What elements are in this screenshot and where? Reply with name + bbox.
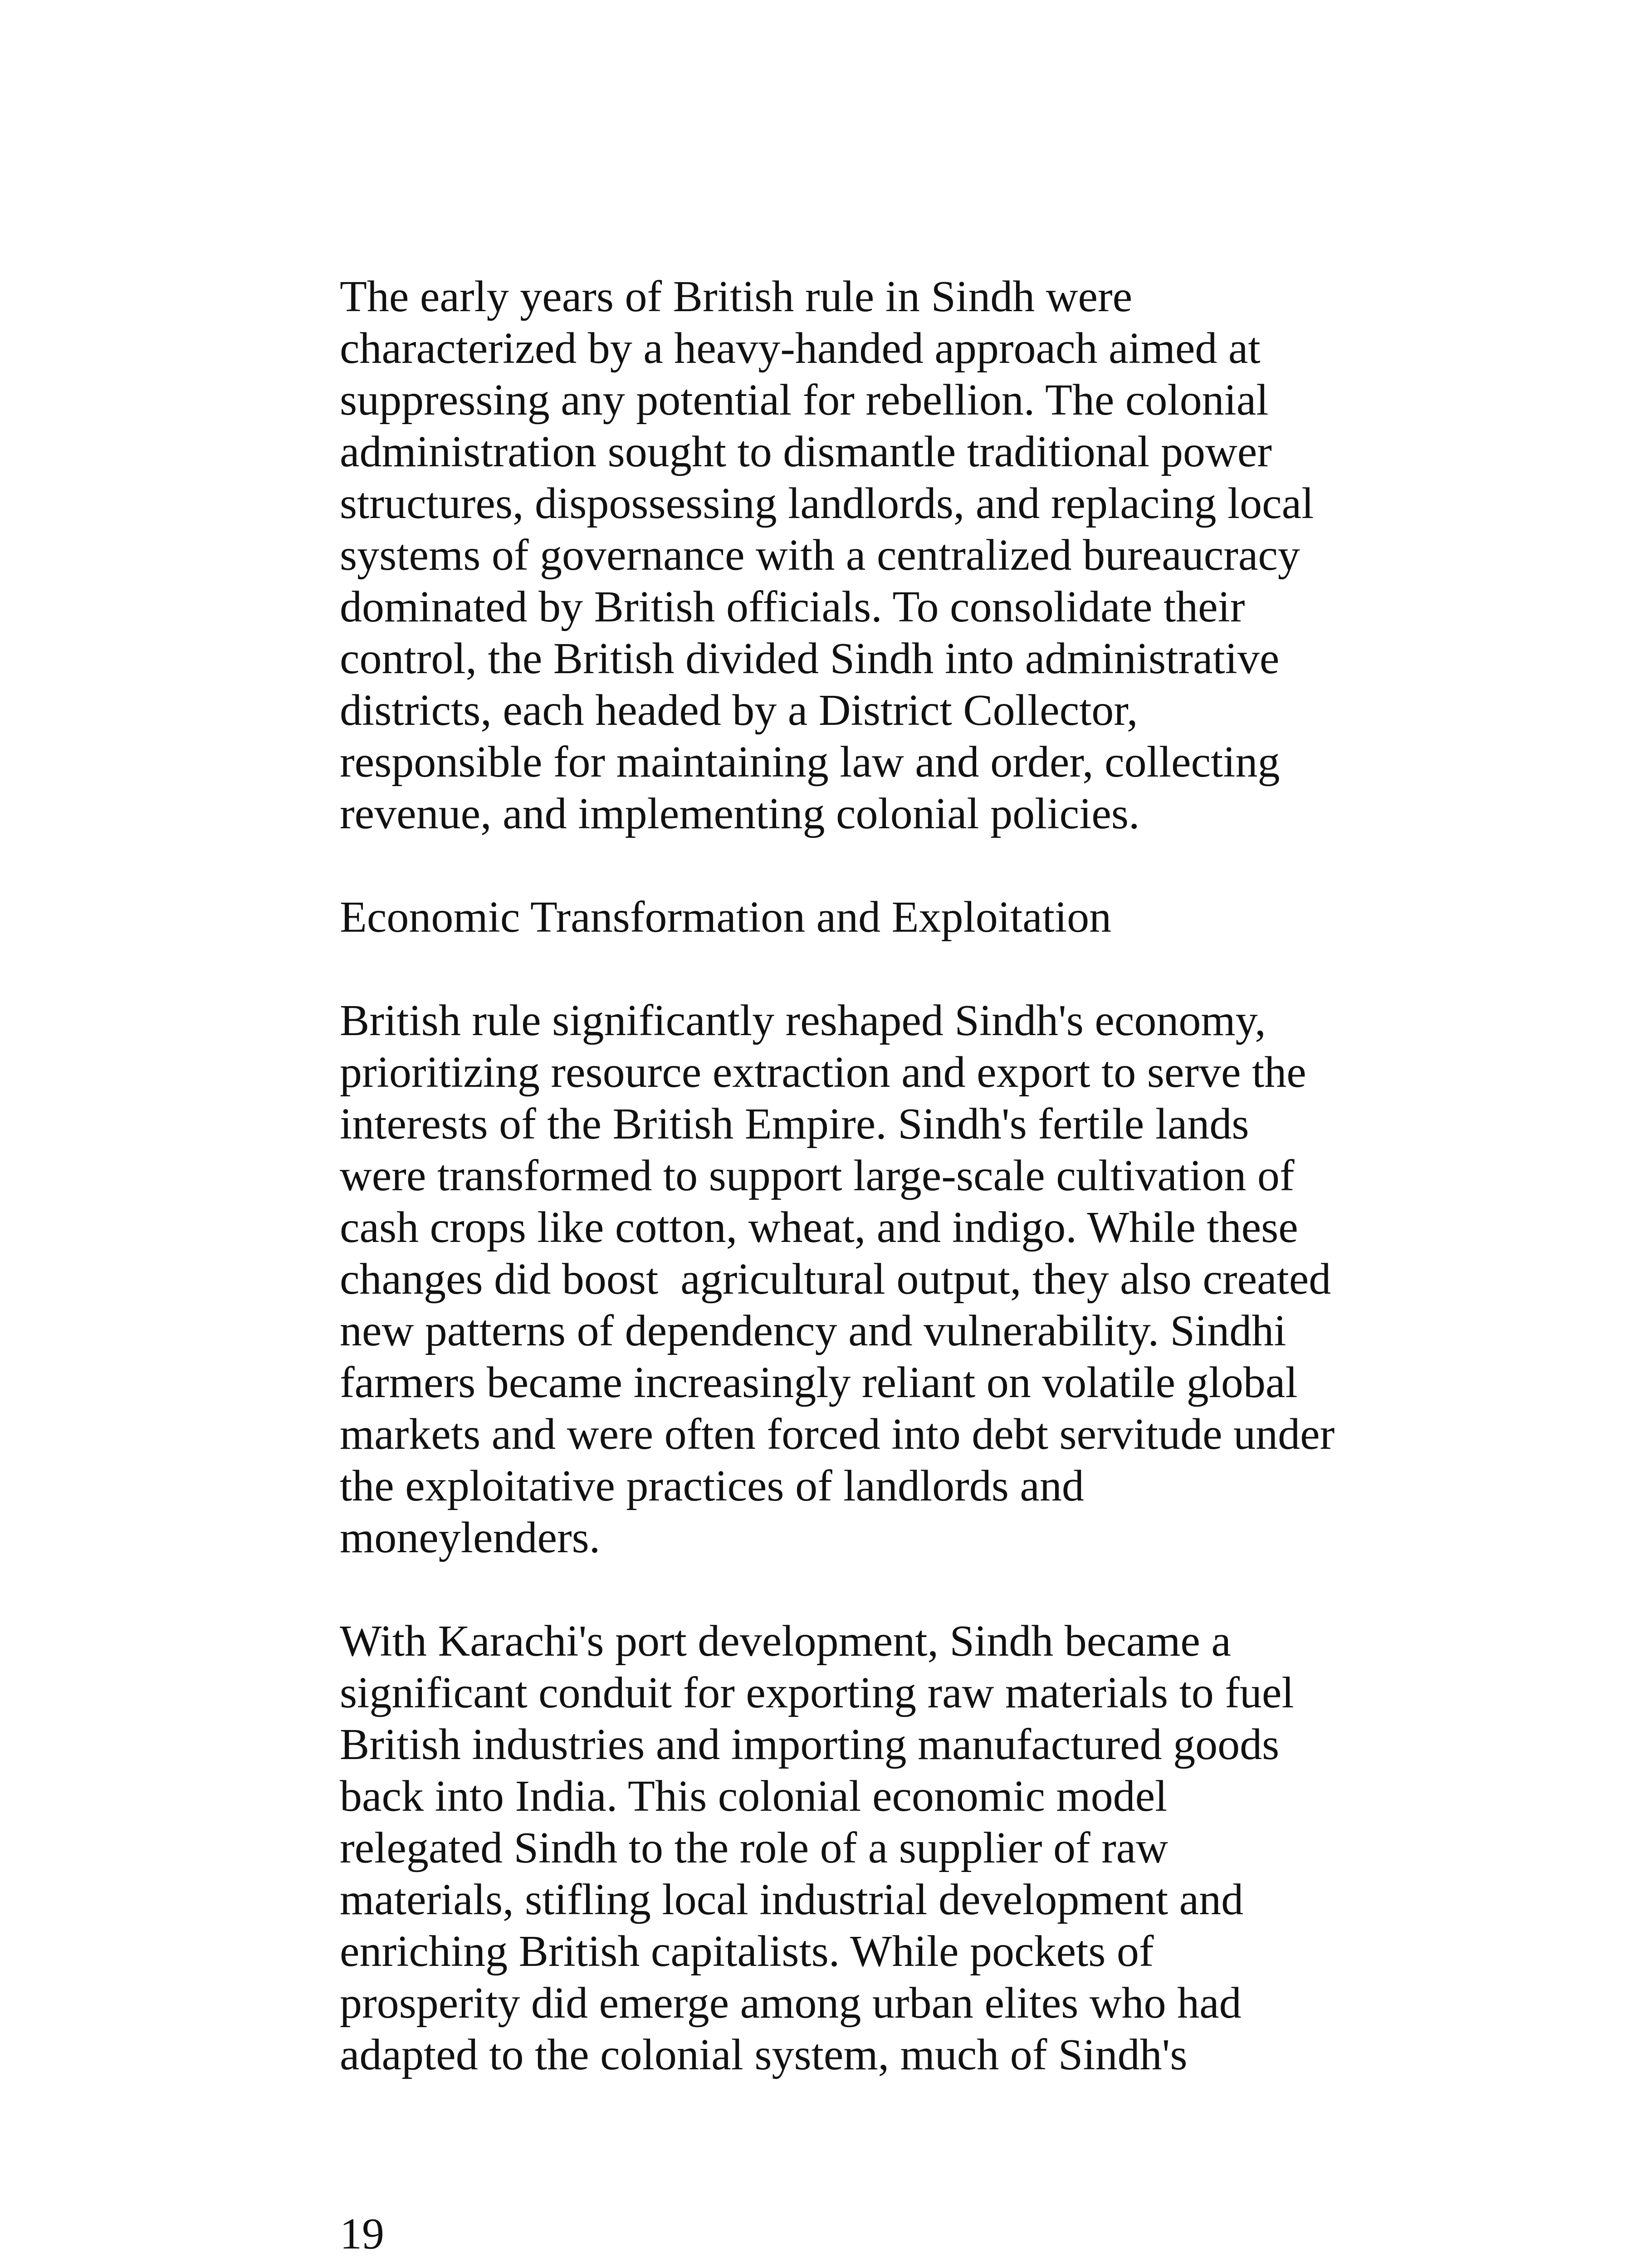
text-line: systems of governance with a centralized bureaucracy xyxy=(340,531,1300,580)
page-body xyxy=(340,271,1419,2081)
paragraph-gap xyxy=(340,943,1419,995)
page-number: 19 xyxy=(340,2209,384,2258)
text-line: administration sought to dismantle traditional power xyxy=(340,427,1272,476)
text-line: cash crops like cotton, wheat, and indigo. While these xyxy=(340,1203,1298,1252)
text-line: responsible for maintaining law and order, collecting xyxy=(340,738,1280,787)
text-line: control, the British divided Sindh into administrative xyxy=(340,634,1280,683)
text-line: structures, dispossessing landlords, and replacing local xyxy=(340,479,1314,528)
text-line: British industries and importing manufactured goods xyxy=(340,1720,1280,1769)
text-line: prioritizing resource extraction and export to serve the xyxy=(340,1048,1306,1097)
paragraph-1 xyxy=(340,271,1419,840)
paragraph-gap xyxy=(340,840,1419,891)
text-line: adapted to the colonial system, much of Sindh's xyxy=(340,2030,1188,2079)
text-line: districts, each headed by a District Collector, xyxy=(340,686,1138,735)
text-line: moneylenders. xyxy=(340,1513,601,1562)
text-line: enriching British capitalists. While pockets of xyxy=(340,1927,1154,1976)
text-line: prosperity did emerge among urban elites who had xyxy=(340,1979,1242,2028)
paragraph-2 xyxy=(340,995,1419,1564)
text-line: back into India. This colonial economic model xyxy=(340,1772,1168,1821)
paragraph-gap xyxy=(340,1564,1419,1615)
text-line: British rule significantly reshaped Sindh's economy, xyxy=(340,996,1266,1045)
text-line: significant conduit for exporting raw materials to fuel xyxy=(340,1668,1294,1717)
text-line: changes did boost agricultural output, they also created xyxy=(340,1255,1331,1304)
text-line: interests of the British Empire. Sindh's fertile lands xyxy=(340,1100,1249,1149)
text-line: dominated by British officials. To consolidate their xyxy=(340,582,1245,631)
text-line: The early years of British rule in Sindh were xyxy=(340,272,1133,321)
section-heading: Economic Transformation and Exploitation xyxy=(340,893,1112,942)
text-line: farmers became increasingly reliant on volatile global xyxy=(340,1358,1298,1407)
text-line: relegated Sindh to the role of a supplier of raw xyxy=(340,1823,1169,1872)
text-line: materials, stifling local industrial development and xyxy=(340,1875,1244,1924)
text-line: the exploitative practices of landlords and xyxy=(340,1461,1084,1510)
text-line: With Karachi's port development, Sindh became a xyxy=(340,1617,1231,1666)
text-line: characterized by a heavy-handed approach aimed at xyxy=(340,324,1261,373)
paragraph-3 xyxy=(340,1615,1419,2081)
text-line: revenue, and implementing colonial policies. xyxy=(340,789,1140,838)
text-line: were transformed to support large-scale cultivation of xyxy=(340,1151,1295,1200)
text-line: suppressing any potential for rebellion. The colonial xyxy=(340,376,1269,425)
text-line: new patterns of dependency and vulnerability. Sindhi xyxy=(340,1306,1286,1355)
text-line: markets and were often forced into debt servitude under xyxy=(340,1410,1335,1459)
